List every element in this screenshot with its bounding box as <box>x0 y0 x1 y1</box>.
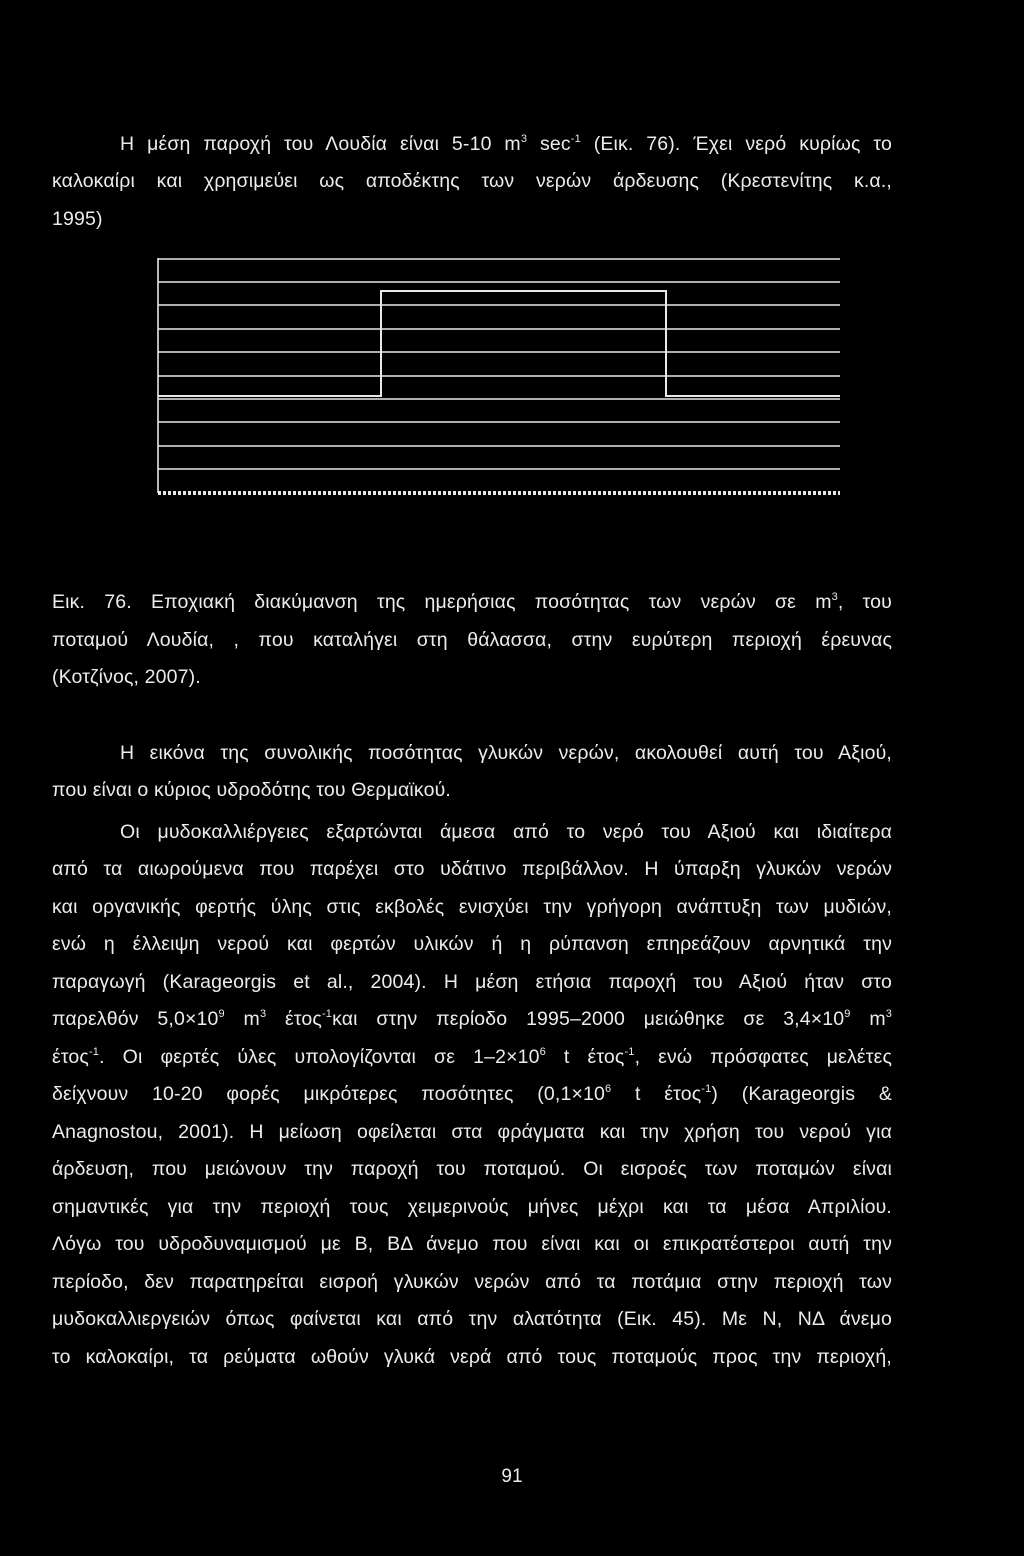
text-line: Η εικόνα της συνολικής ποσότητας γλυκών νερών, ακολουθεί αυτή του Αξιού, <box>120 742 892 764</box>
superscript: 9 <box>844 1008 851 1020</box>
text-line: περίοδο, δεν παρατηρείται εισροή γλυκών νερών από τα ποτάμια στην περιοχή των <box>52 1270 892 1293</box>
superscript: 6 <box>605 1083 612 1095</box>
intro-paragraph <box>52 126 892 164</box>
paragraph-mussels <box>52 814 892 852</box>
paragraph-mussels-cont <box>52 851 892 1376</box>
text-run: Η μέση παροχή του Λουδία είναι 5-10 m <box>120 133 521 155</box>
superscript: 3 <box>831 591 838 603</box>
superscript: -1 <box>701 1083 712 1095</box>
text-line <box>52 1001 892 1039</box>
text-run: . Οι φερτές ύλες υπολογίζονται σε 1–2×10 <box>99 1045 540 1068</box>
superscript: -1 <box>321 1008 333 1020</box>
text-line: και οργανικής φερτής ύλης στις εκβολές ενισχύει την γρήγορη ανάπτυξη των μυδιών, <box>52 895 892 918</box>
text-line: άρδευση, που μειώνουν την παροχή του ποταμού. Οι εισροές των ποταμών είναι <box>52 1158 892 1180</box>
text-line: το καλοκαίρι, τα ρεύματα ωθούν γλυκά νερά από τους ποταμούς προς την περιοχή, <box>52 1345 892 1368</box>
caption-line: (Κοτζίνος, 2007). <box>52 666 201 688</box>
text-line: Οι μυδοκαλλιέργειες εξαρτώνται άμεσα από το νερό του Αξιού και ιδιαίτερα <box>120 821 892 843</box>
text-run: sec <box>527 133 571 155</box>
text-line: σημαντικές για την περιοχή τους χειμερινούς μήνες μέχρι και τα μέσα Απριλίου. <box>52 1195 892 1218</box>
text-line: μυδοκαλλιεργειών όπως φαίνεται και από την αλατότητα (Εικ. 45). Με Ν, ΝΔ άνεμο <box>52 1308 892 1330</box>
figure-step-line <box>158 291 840 396</box>
text-run: έτος <box>52 1045 89 1068</box>
text-line: από τα αιωρούμενα που παρέχει στο υδάτινο περιβάλλον. Η ύπαρξη γλυκών νερών <box>52 858 892 880</box>
text-line: καλοκαίρι και χρησιμεύει ως αποδέκτης των νερών άρδευσης (Κρεστενίτης κ.α., <box>52 170 892 192</box>
superscript: 9 <box>218 1008 225 1020</box>
text-line <box>52 1039 892 1077</box>
text-run: , ενώ πρόσφατες μελέτες <box>634 1045 893 1068</box>
intro-paragraph-cont <box>52 163 892 238</box>
caption-line: ποταμού Λουδία, , που καταλήγει στη θάλασσα, στην ευρύτερη περιοχή έρευνας <box>52 628 892 651</box>
caption-line <box>52 584 892 622</box>
text-run: t έτος <box>545 1045 625 1068</box>
figure-caption <box>52 584 892 697</box>
text-line <box>52 1076 892 1114</box>
paragraph-axios <box>52 735 892 773</box>
superscript: -1 <box>88 1045 100 1058</box>
text-run: t έτος <box>611 1083 702 1105</box>
text-run: (Εικ. 76). Έχει νερό κυρίως το <box>580 133 892 155</box>
text-run: m <box>850 1008 886 1030</box>
superscript: -1 <box>570 133 581 145</box>
discharge-figure <box>150 250 850 500</box>
text-run: δείχνουν 10-20 φορές μικρότερες ποσότητες (0,1×10 <box>52 1083 606 1105</box>
text-line: Λόγω του υδροδυναμισμού με Β, ΒΔ άνεμο που είναι και οι επικρατέστεροι αυτή την <box>52 1233 892 1255</box>
superscript: 3 <box>885 1008 893 1020</box>
text-run: και στην περίοδο 1995–2000 μειώθηκε σε 3,4×10 <box>332 1008 845 1030</box>
paragraph-axios-cont <box>52 772 892 810</box>
text-run: m <box>224 1008 260 1030</box>
text-line: ενώ η έλλειψη νερού και φερτών υλικών ή η ρύπανση επηρεάζουν αρνητικά την <box>52 933 892 955</box>
superscript: -1 <box>624 1045 635 1058</box>
text-run: Εικ. 76. Εποχιακή διακύμανση της ημερήσιας ποσότητας των νερών σε m <box>52 591 832 613</box>
superscript: 3 <box>259 1008 267 1020</box>
page-number: 91 <box>501 1466 523 1487</box>
text-line: Anagnostou, 2001). Η μείωση οφείλεται στα φράγματα και την χρήση του νερού για <box>52 1120 892 1143</box>
text-line: 1995) <box>52 207 103 230</box>
text-line: που είναι ο κύριος υδροδότης του Θερμαϊκού. <box>52 779 451 801</box>
text-run: έτος <box>266 1008 322 1030</box>
superscript: 3 <box>520 133 528 145</box>
text-line <box>52 126 892 164</box>
text-line: παραγωγή (Karageorgis et al., 2004). Η μέση ετήσια παροχή του Αξιού ήταν στο <box>52 970 892 993</box>
text-run: παρελθόν 5,0×10 <box>52 1008 219 1030</box>
text-run: , του <box>837 591 892 613</box>
text-run: ) (Karageorgis & <box>711 1083 892 1105</box>
superscript: 6 <box>539 1045 546 1058</box>
